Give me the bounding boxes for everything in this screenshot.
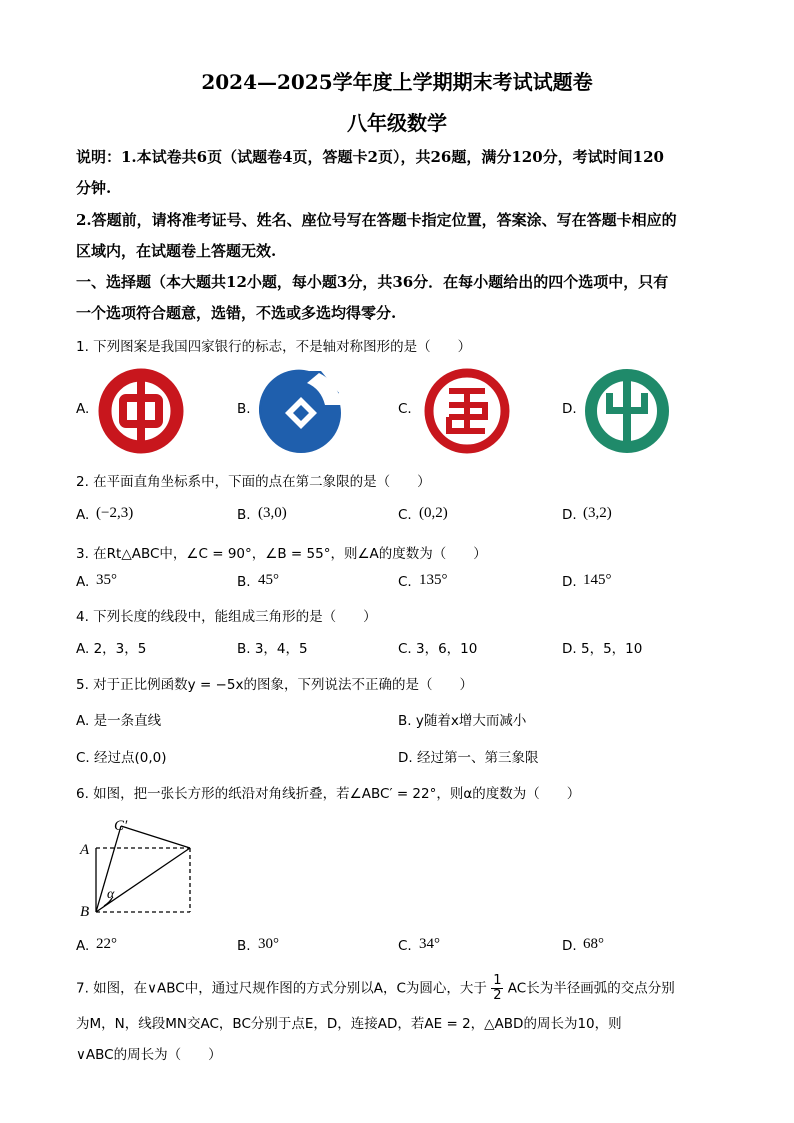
figure-label-a: A [80, 842, 90, 858]
option-text: D. 5，5，10 [562, 641, 643, 657]
china-construction-bank-logo [259, 367, 343, 453]
option-value: (3,2) [583, 505, 612, 521]
instruction-line: 2.答题前，请将准考证号、姓名、座位号写在答题卡指定位置，答案涂、写在答题卡相应的 [76, 211, 677, 229]
instruction-line: 区域内，在试题卷上答题无效. [76, 242, 277, 260]
question-2-stem: 2. 在平面直角坐标系中，下面的点在第二象限的是（ ） [76, 474, 431, 490]
option-text: B. y随着x增大而减小 [398, 713, 527, 729]
option-text: C. 3，6，10 [398, 641, 478, 657]
option-text: A. 2，3，5 [76, 641, 147, 657]
option-label: C. [398, 507, 412, 523]
icbc-logo [423, 367, 511, 455]
option-value: (0,2) [419, 505, 448, 521]
exam-title: 2024—2025学年度上学期期末考试试题卷 [201, 70, 593, 94]
option-label: A. [76, 401, 90, 417]
instruction-line: 分钟. [76, 179, 112, 197]
option-value: 22° [96, 936, 117, 952]
option-label: D. [562, 938, 577, 954]
option-label: D. [562, 574, 577, 590]
option-label: C. [398, 401, 412, 417]
option-value: 68° [583, 936, 604, 952]
option-value: 30° [258, 936, 279, 952]
option-label: D. [562, 507, 577, 523]
exam-subtitle: 八年级数学 [347, 111, 447, 135]
section-heading: 一、选择题（本大题共12小题，每小题3分，共36分．在每小题给出的四个选项中，只有 [76, 273, 669, 291]
agricultural-bank-logo [584, 367, 670, 455]
question-7-text: ∨ABC的周长为（ ） [76, 1047, 222, 1063]
option-text: D. 经过第一、第三象限 [398, 750, 539, 766]
instruction-line: 说明：1.本试卷共6页（试题卷4页，答题卡2页），共26题，满分120分，考试时间120 [76, 148, 664, 166]
option-value: 135° [419, 572, 448, 588]
option-label: C. [398, 938, 412, 954]
option-label: B. [237, 938, 251, 954]
question-7-text: 7. 如图，在∨ABC中，通过尺规作图的方式分别以A，C为圆心，大于 [76, 980, 487, 997]
option-value: 34° [419, 936, 440, 952]
bank-of-china-logo [97, 367, 185, 455]
option-label: A. [76, 574, 90, 590]
option-label: A. [76, 938, 90, 954]
option-label: A. [76, 507, 90, 523]
figure-label-alpha: α [107, 887, 115, 902]
question-6-stem: 6. 如图，把一张长方形的纸沿对角线折叠，若∠ABC′ = 22°，则α的度数为（ ） [76, 786, 581, 802]
option-text: A. 是一条直线 [76, 713, 162, 729]
option-label: D. [562, 401, 577, 417]
option-text: B. 3，4，5 [237, 641, 308, 657]
folded-rectangle-figure [74, 812, 198, 918]
option-value: (3,0) [258, 505, 287, 521]
question-4-stem: 4. 下列长度的线段中，能组成三角形的是（ ） [76, 609, 377, 625]
question-7-text: 为M，N，线段MN交AC，BC分别于点E，D，连接AD，若AE = 2，△ABD的周长为10，则 [76, 1016, 622, 1032]
question-5-stem: 5. 对于正比例函数y = −5x的图象，下列说法不正确的是（ ） [76, 677, 473, 693]
figure-label-c-prime: C′ [114, 818, 128, 834]
question-7-text: AC长为半径画弧的交点分别 [507, 980, 675, 997]
option-value: 45° [258, 572, 279, 588]
option-value: 35° [96, 572, 117, 588]
option-label: B. [237, 507, 251, 523]
question-1-stem: 1. 下列图案是我国四家银行的标志，不是轴对称图形的是（ ） [76, 339, 472, 355]
question-7-stem [76, 974, 675, 1003]
section-heading: 一个选项符合题意，选错，不选或多选均得零分. [76, 304, 397, 322]
option-value: 145° [583, 572, 612, 588]
option-value: (−2,3) [96, 505, 134, 521]
question-3-stem: 3. 在Rt△ABC中，∠C = 90°，∠B = 55°，则∠A的度数为（ ） [76, 546, 487, 562]
option-label: B. [237, 401, 251, 417]
option-text: C. 经过点(0,0) [76, 750, 167, 766]
fraction-one-half: $\frac{1}{2}$ [493, 973, 502, 1003]
figure-label-b: B [80, 904, 90, 918]
option-label: B. [237, 574, 251, 590]
option-label: C. [398, 574, 412, 590]
